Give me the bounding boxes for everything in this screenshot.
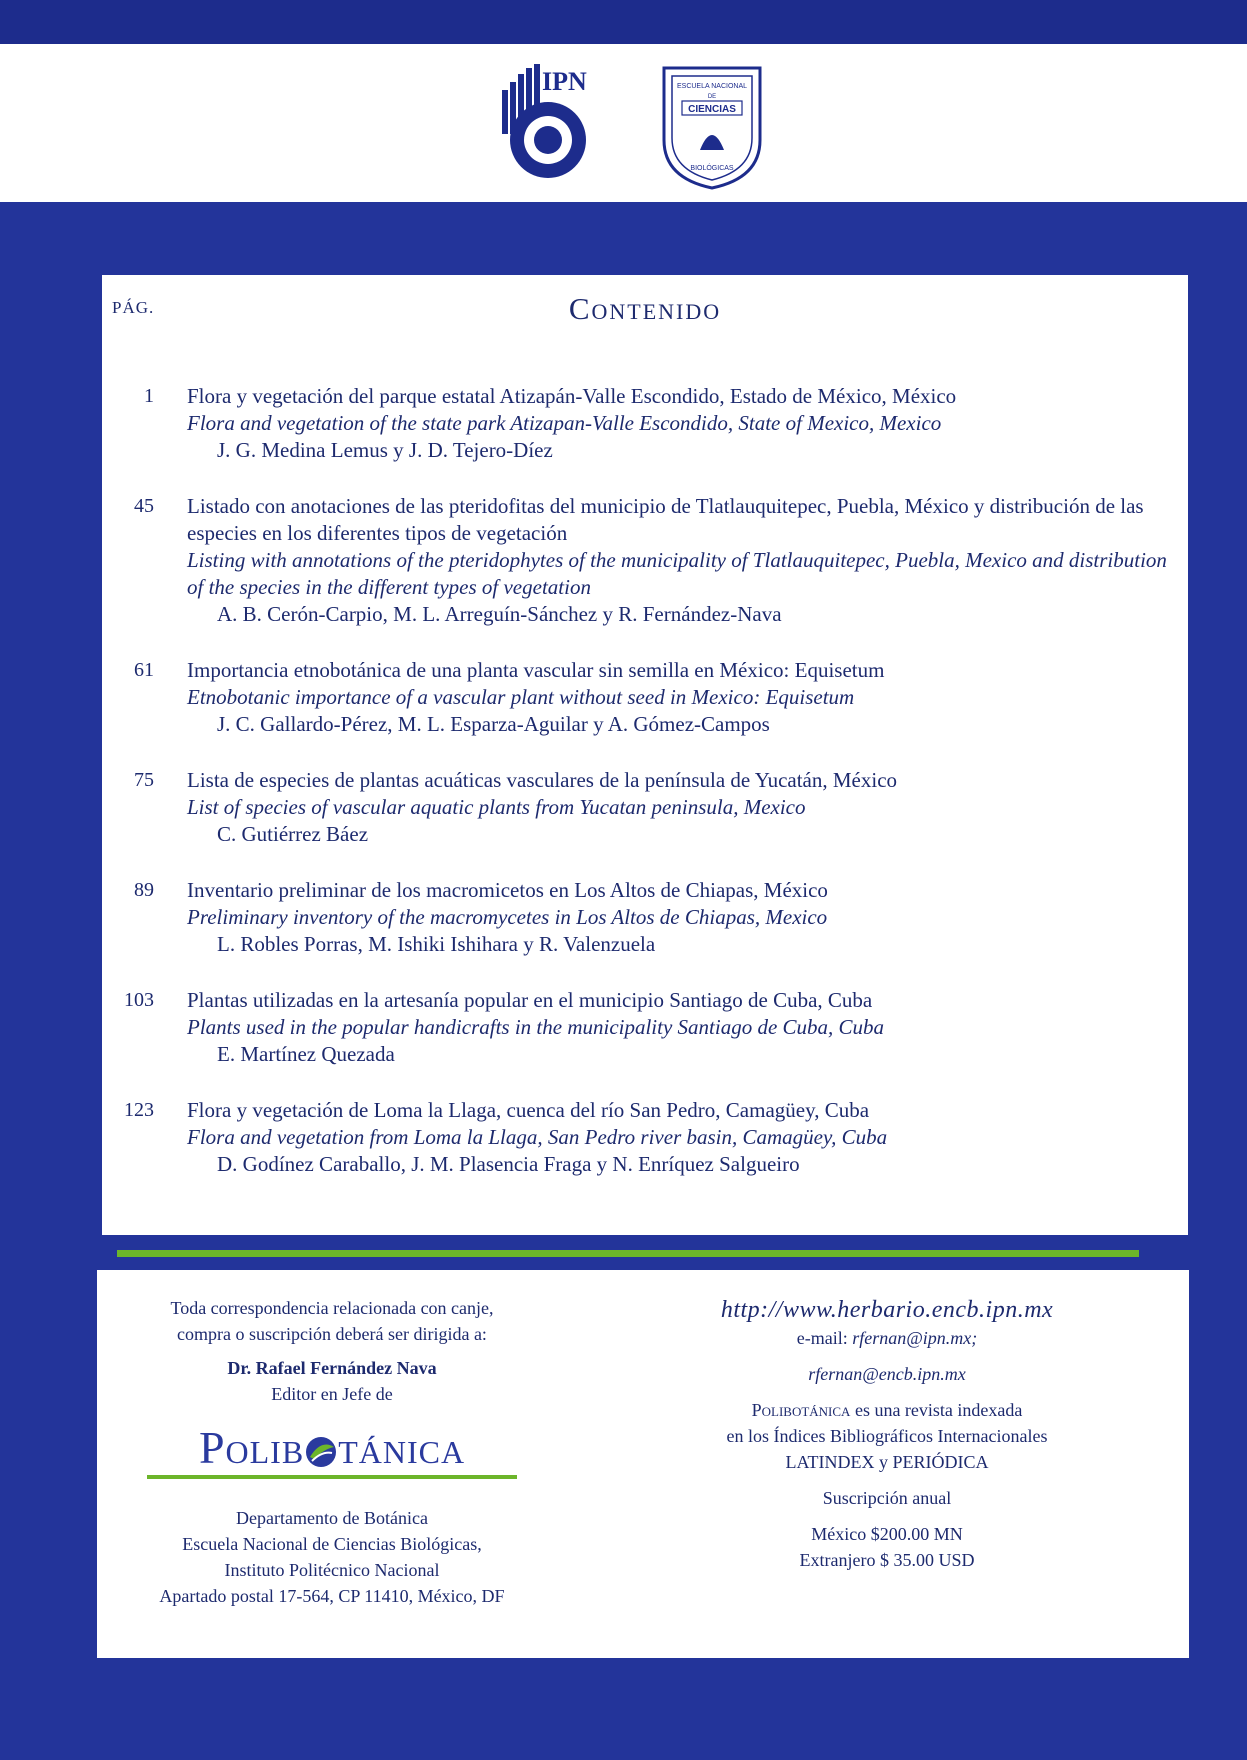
journal-logo-text-start: Polib <box>198 1422 305 1473</box>
indexing-text: es una revista indexada <box>854 1400 1023 1420</box>
polibotanica-logo <box>147 1423 517 1479</box>
entry-title-spanish: Inventario preliminar de los macromicetos en Los Altos de Chiapas, México <box>187 878 828 902</box>
indexing-text: en los Índices Bibliográficos Internacionales <box>726 1426 1048 1446</box>
leaf-icon <box>304 1435 338 1469</box>
correspondence-block <box>97 1295 567 1609</box>
page-column-label: PÁG. <box>112 298 155 317</box>
logo-band <box>0 44 1247 202</box>
entry-page-number: 103 <box>124 989 154 1011</box>
entry-title-spanish: Flora y vegetación del parque estatal Atizapán-Valle Escondido, Estado de México, México <box>187 384 957 408</box>
info-panel <box>97 1270 1189 1658</box>
correspondence-line: Toda correspondencia relacionada con canje, <box>170 1298 494 1318</box>
website-link[interactable]: http://www.herbario.encb.ipn.mx <box>720 1297 1054 1323</box>
contents-entry[interactable] <box>102 493 1188 628</box>
encb-logo <box>658 60 766 192</box>
email-line <box>637 1325 1137 1351</box>
contents-panel <box>102 275 1188 1235</box>
svg-text:ESCUELA NACIONAL: ESCUELA NACIONAL <box>676 83 748 90</box>
editor-role: Editor en Jefe de <box>271 1384 393 1404</box>
entry-page-number: 45 <box>134 495 154 517</box>
entry-page-number: 89 <box>134 879 154 901</box>
entry-title-english: List of species of vascular aquatic plants from Yucatan peninsula, Mexico <box>187 795 806 819</box>
entry-page-number: 123 <box>124 1099 154 1121</box>
postal-address <box>97 1505 567 1609</box>
contents-entry[interactable] <box>102 877 1188 958</box>
entry-authors: J. C. Gallardo-Pérez, M. L. Esparza-Aguilar y A. Gómez-Campos <box>217 712 770 736</box>
entry-authors: J. G. Medina Lemus y J. D. Tejero-Díez <box>217 438 553 462</box>
address-line: Instituto Politécnico Nacional <box>224 1560 440 1580</box>
entry-title-english: Listing with annotations of the pteridophytes of the municipality of Tlatlauquitepec, Puebla, Mexico and distribution of the species in the different types of vegetation <box>187 548 1167 599</box>
entry-title-spanish: Importancia etnobotánica de una planta vascular sin semilla en México: Equisetum <box>187 658 885 682</box>
indexing-text: LATINDEX y PERIÓDICA <box>785 1452 989 1472</box>
entry-title-spanish: Lista de especies de plantas acuáticas vasculares de la península de Yucatán, México <box>187 768 898 792</box>
entry-title-spanish: Flora y vegetación de Loma la Llaga, cuenca del río San Pedro, Camagüey, Cuba <box>187 1098 870 1122</box>
contents-list <box>102 383 1188 1207</box>
email-link[interactable]: rfernan@ipn.mx; <box>852 1328 978 1348</box>
address-line: Apartado postal 17-564, CP 11410, México, DF <box>159 1586 505 1606</box>
price-mexico: México $200.00 MN <box>811 1524 963 1544</box>
entry-authors: D. Godínez Caraballo, J. M. Plasencia Fraga y N. Enríquez Salgueiro <box>217 1152 800 1176</box>
address-line: Escuela Nacional de Ciencias Biológicas, <box>182 1534 482 1554</box>
svg-text:BIOLÓGICAS: BIOLÓGICAS <box>690 165 734 172</box>
contents-entry[interactable] <box>102 1097 1188 1178</box>
svg-text:IPN: IPN <box>542 67 587 96</box>
contents-entry[interactable] <box>102 987 1188 1068</box>
entry-page-number: 75 <box>134 769 154 791</box>
entry-authors: A. B. Cerón-Carpio, M. L. Arreguín-Sánchez y R. Fernández-Nava <box>217 602 782 626</box>
address-line: Departamento de Botánica <box>236 1508 428 1528</box>
contents-entry[interactable] <box>102 767 1188 848</box>
entry-authors: L. Robles Porras, M. Ishiki Ishihara y R. Valenzuela <box>217 932 656 956</box>
entry-page-number: 61 <box>134 659 154 681</box>
entry-title-english: Preliminary inventory of the macromycetes in Los Altos de Chiapas, Mexico <box>187 905 828 929</box>
entry-authors: C. Gutiérrez Báez <box>217 822 369 846</box>
entry-authors: E. Martínez Quezada <box>217 1042 395 1066</box>
entry-page-number: 1 <box>144 385 154 407</box>
entry-title-spanish: Plantas utilizadas en la artesanía popular en el municipio Santiago de Cuba, Cuba <box>187 988 873 1012</box>
indexing-note <box>637 1397 1137 1423</box>
contents-entry[interactable] <box>102 383 1188 464</box>
correspondence-line: compra o suscripción deberá ser dirigida a: <box>177 1324 487 1344</box>
contents-title: Contenido <box>568 291 722 326</box>
entry-title-spanish: Listado con anotaciones de las pteridofitas del municipio de Tlatlauquitepec, Puebla, México y distribución de las especies en los diferentes tipos de vegetación <box>187 494 1144 545</box>
editor-name: Dr. Rafael Fernández Nava <box>227 1358 437 1378</box>
green-divider <box>117 1250 1139 1257</box>
email-label: e-mail: <box>796 1328 848 1348</box>
subscription-block <box>637 1295 1137 1573</box>
journal-logo-text-end: tánica <box>338 1422 466 1473</box>
ipn-logo <box>498 60 594 184</box>
top-strip <box>0 0 1247 44</box>
subscription-label: Suscripción anual <box>822 1488 952 1508</box>
entry-title-english: Flora and vegetation from Loma la Llaga, San Pedro river basin, Camagüey, Cuba <box>187 1125 888 1149</box>
contents-entry[interactable] <box>102 657 1188 738</box>
entry-title-english: Plants used in the popular handicrafts in the municipality Santiago de Cuba, Cuba <box>187 1015 885 1039</box>
email-link[interactable]: rfernan@encb.ipn.mx <box>808 1364 966 1384</box>
svg-text:DE: DE <box>707 94 717 100</box>
entry-title-english: Flora and vegetation of the state park Atizapan-Valle Escondido, State of Mexico, Mexico <box>187 411 942 435</box>
svg-text:CIENCIAS: CIENCIAS <box>688 104 736 115</box>
entry-title-english: Etnobotanic importance of a vascular plant without seed in Mexico: Equisetum <box>187 685 855 709</box>
journal-name: Polibotánica <box>751 1400 851 1420</box>
price-foreign: Extranjero $ 35.00 USD <box>799 1550 975 1570</box>
